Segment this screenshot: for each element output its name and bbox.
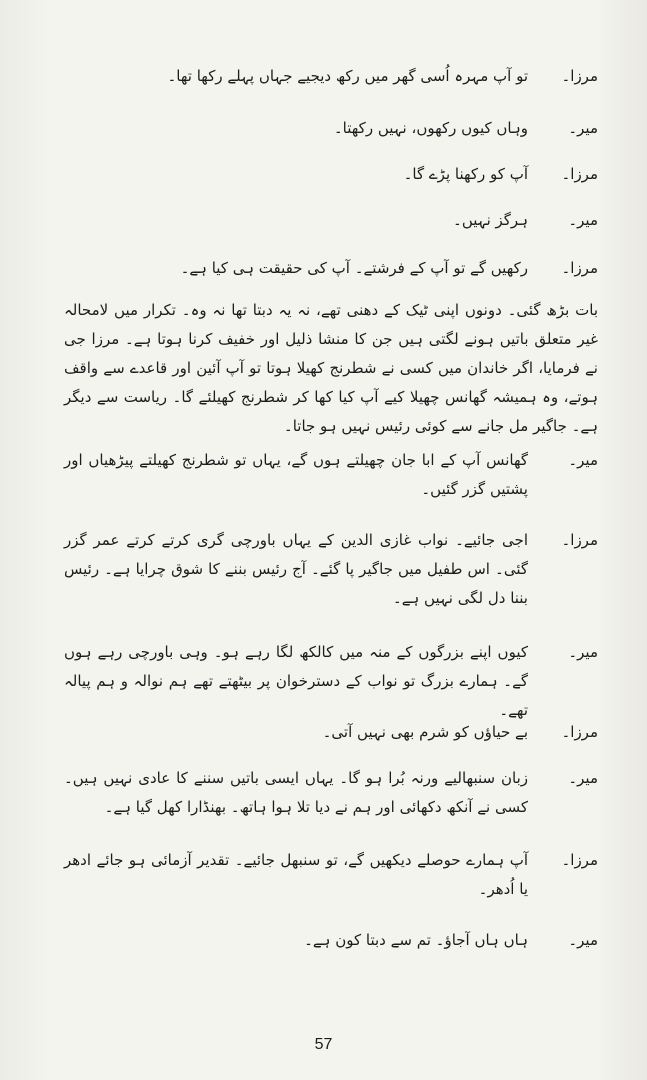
speaker-label: میر۔ [568, 119, 598, 137]
dialogue-text: اجی جائیے۔ نواب غازی الدین کے یہاں باورچی گری کرتے کرتے عمر گزر گئی۔ اس طفیل میں جاگیر پا گئے۔ آج رئیس بننے کا شوق چرایا ہے۔ رئیس بننا دل لگی نہیں ہے۔ [64, 531, 528, 607]
speaker-label: مرزا۔ [561, 165, 598, 183]
speaker-label: میر۔ [568, 769, 598, 787]
dialogue-text: آپ کو رکھنا پڑے گا۔ [403, 165, 528, 183]
dialogue-text: وہاں کیوں رکھوں، نہیں رکھتا۔ [333, 119, 528, 137]
dialogue-text: بے حیاؤں کو شرم بھی نہیں آتی۔ [322, 723, 528, 741]
dialogue-text: گھانس آپ کے ابا جان چھیلتے ہوں گے، یہاں تو شطرنج کھیلتے پیڑھیاں اور پشتیں گزر گئیں۔ [64, 451, 528, 498]
speaker-label: میر۔ [568, 451, 598, 469]
speaker-label: میر۔ [568, 643, 598, 661]
dialogue-line [64, 160, 598, 189]
dialogue-line [64, 254, 598, 283]
speaker-label: مرزا۔ [561, 531, 598, 549]
dialogue-text: آپ ہمارے حوصلے دیکھیں گے، تو سنبھل جائیے۔ تقدیر آزمائی ہو جائے ادھر یا اُدھر۔ [64, 851, 528, 898]
dialogue-line [64, 846, 598, 904]
dialogue-text: زبان سنبھالیے ورنہ بُرا ہو گا۔ یہاں ایسی باتیں سننے کا عادی نہیں ہیں۔ کسی نے آنکھ دکھائی اور ہم نے دیا تلا ہوا ہاتھ۔ بھنڈارا کھل گیا ہے۔ [64, 769, 528, 816]
speaker-label: مرزا۔ [561, 67, 598, 85]
dialogue-line [64, 114, 598, 143]
dialogue-line [64, 926, 598, 955]
speaker-label: میر۔ [568, 211, 598, 229]
dialogue-line [64, 638, 598, 725]
speaker-label: مرزا۔ [561, 723, 598, 741]
dialogue-text: تو آپ مہرہ اُسی گھر میں رکھ دیجیے جہاں پہلے رکھا تھا۔ [167, 67, 528, 85]
dialogue-text: رکھیں گے تو آپ کے فرشتے۔ آپ کی حقیقت ہی کیا ہے۔ [180, 259, 528, 277]
speaker-label: مرزا۔ [561, 851, 598, 869]
dialogue-line [64, 764, 598, 822]
dialogue-text: کیوں اپنے بزرگوں کے منہ میں کالکھ لگا رہے ہو۔ وہی باورچی رہے ہوں گے۔ ہمارے بزرگ تو نواب کے دسترخوان پر بیٹھتے تھے ہم نوالہ و ہم پیالہ تھے۔ [64, 643, 528, 719]
speaker-label: میر۔ [568, 931, 598, 949]
dialogue-line [64, 526, 598, 613]
narration-paragraph: بات بڑھ گئی۔ دونوں اپنی ٹیک کے دھنی تھے، نہ یہ دبتا تھا نہ وہ۔ تکرار میں لامحالہ غیر متعلق باتیں ہونے لگتی ہیں جن کا منشا ذلیل اور خفیف کرنا ہوتا ہے۔ مرزا جی نے فرمایا، اگر خاندان میں کسی نے شطرنج کھیلا ہوتا تو آپ آئین اور قاعدے سے واقف ہوتے، وہ ہمیشہ گھانس چھیلا کیے آپ کیا کھا کر شطرنج کھیلئے گا۔ ریاست سے دیگر ہے۔ جاگیر مل جانے سے کوئی رئیس نہیں ہو جاتا۔ [64, 301, 598, 435]
speaker-label: مرزا۔ [561, 259, 598, 277]
dialogue-line [64, 718, 598, 747]
dialogue-text: ہاں ہاں آجاؤ۔ تم سے دبتا کون ہے۔ [304, 931, 528, 949]
dialogue-text: ہرگز نہیں۔ [453, 211, 528, 229]
page-number: 57 [314, 1036, 333, 1053]
dialogue-line [64, 446, 598, 504]
dialogue-line [64, 62, 598, 91]
dialogue-line [64, 206, 598, 235]
